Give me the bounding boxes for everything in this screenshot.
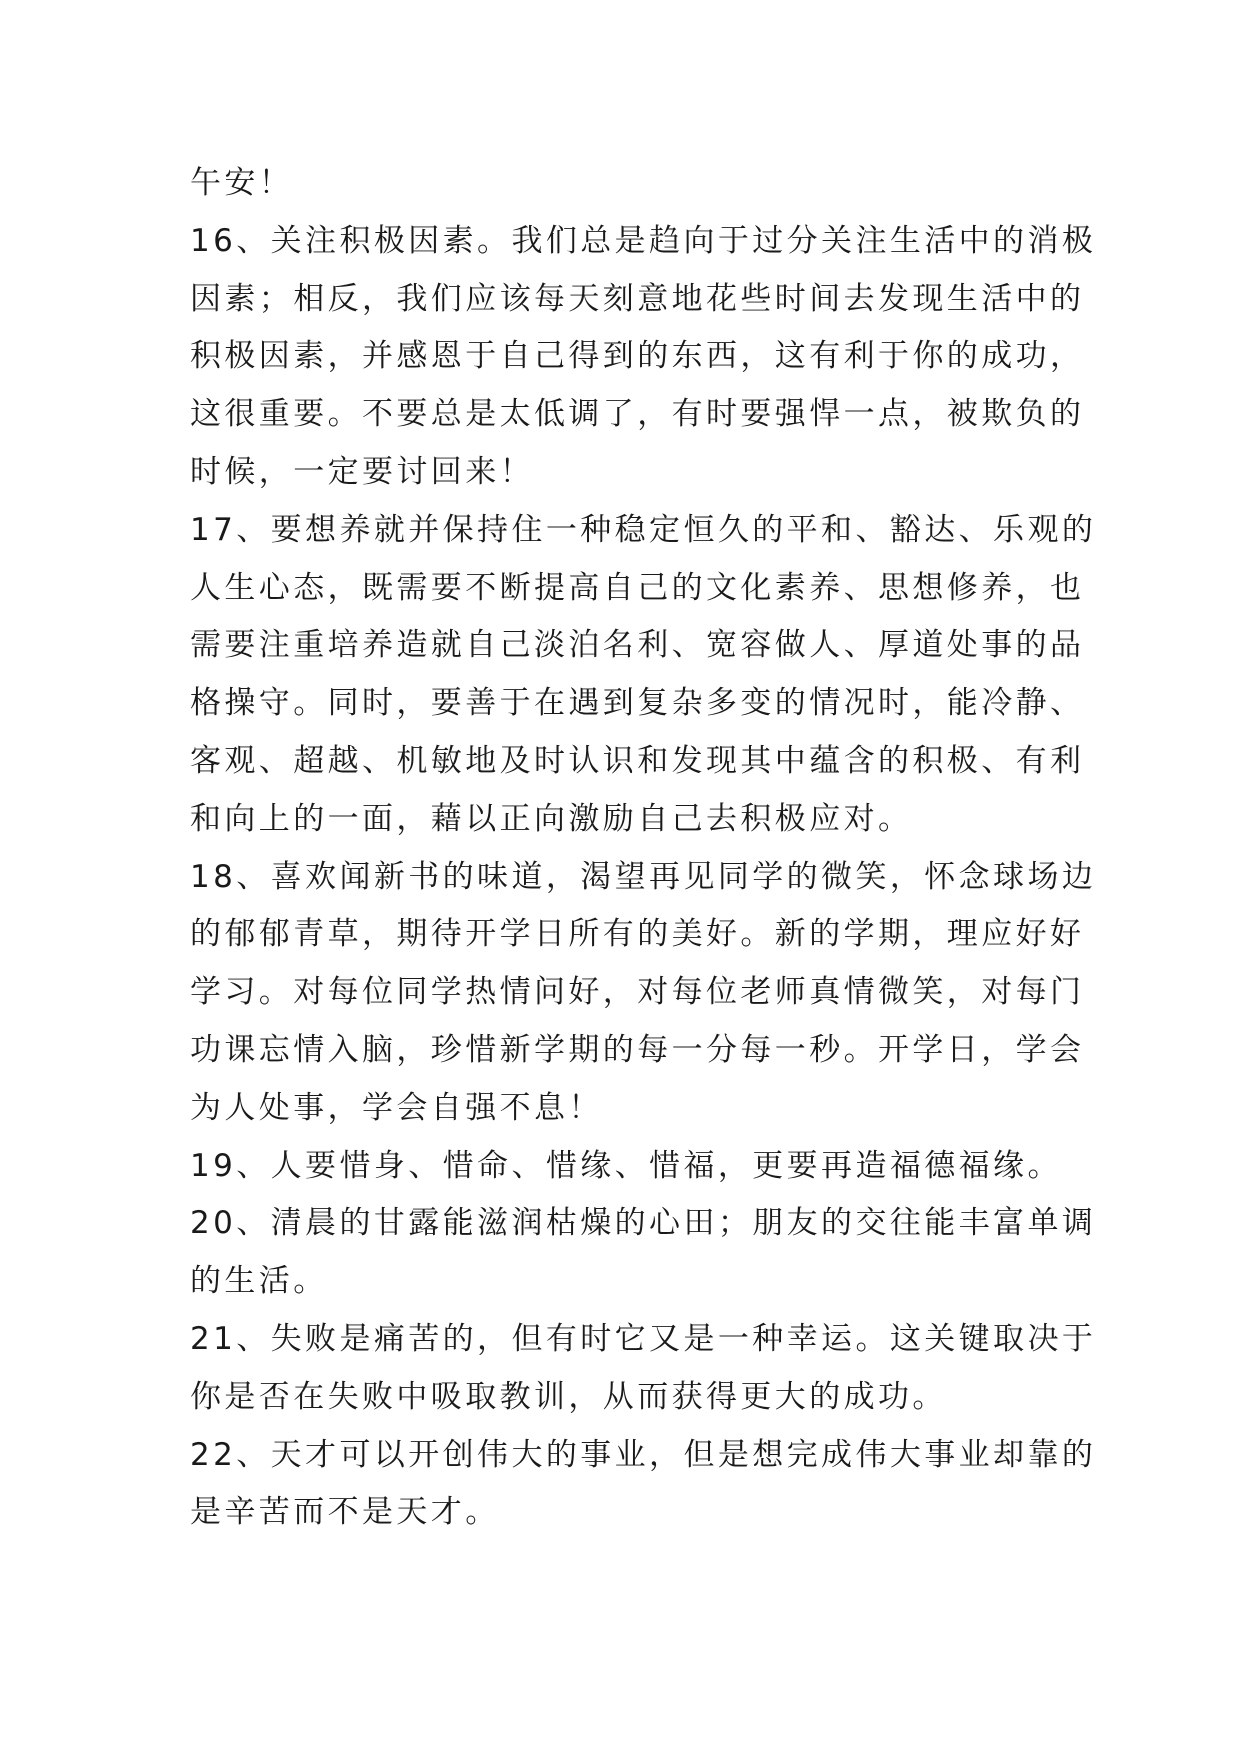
text-line: 的生活。 <box>190 1263 328 1300</box>
text-line: 21、失败是痛苦的，但有时它又是一种幸运。这关键取决于 <box>190 1320 1097 1357</box>
text-line: 的郁郁青草，期待开学日所有的美好。新的学期，理应好好 <box>190 916 1085 953</box>
text-line: 20、清晨的甘露能滋润枯燥的心田；朋友的交往能丰富单调 <box>190 1205 1097 1242</box>
text-line: 17、要想养就并保持住一种稳定恒久的平和、豁达、乐观的 <box>190 511 1097 548</box>
text-line: 为人处事，学会自强不息！ <box>190 1089 603 1126</box>
text-line: 你是否在失败中吸取教训，从而获得更大的成功。 <box>190 1378 947 1415</box>
text-line: 人生心态，既需要不断提高自己的文化素养、思想修养，也 <box>190 569 1085 606</box>
text-line: 22、天才可以开创伟大的事业，但是想完成伟大事业却靠的 <box>190 1436 1097 1473</box>
text-line: 午安！ <box>190 165 294 201</box>
text-line: 16、关注积极因素。我们总是趋向于过分关注生活中的消极 <box>190 222 1097 259</box>
text-line: 18、喜欢闻新书的味道，渴望再见同学的微笑，怀念球场边 <box>190 858 1097 895</box>
text-line: 和向上的一面，藉以正向激励自己去积极应对。 <box>190 800 913 837</box>
text-line: 是辛苦而不是天才。 <box>190 1494 500 1531</box>
text-line: 格操守。同时，要善于在遇到复杂多变的情况时，能冷静、 <box>190 685 1085 722</box>
text-line: 这很重要。不要总是太低调了，有时要强悍一点，被欺负的 <box>190 396 1085 433</box>
text-line: 19、人要惜身、惜命、惜缘、惜福，更要再造福德福缘。 <box>190 1147 1062 1184</box>
text-line: 功课忘情入脑，珍惜新学期的每一分每一秒。开学日，学会 <box>190 1031 1085 1068</box>
text-line: 积极因素，并感恩于自己得到的东西，这有利于你的成功， <box>190 338 1085 375</box>
text-line: 客观、超越、机敏地及时认识和发现其中蕴含的积极、有利 <box>190 742 1085 779</box>
text-line: 因素；相反，我们应该每天刻意地花些时间去发现生活中的 <box>190 280 1085 317</box>
text-line: 需要注重培养造就自己淡泊名利、宽容做人、厚道处事的品 <box>190 627 1085 664</box>
text-line: 时候，一定要讨回来！ <box>190 453 534 490</box>
document-body <box>190 155 1097 1542</box>
text-line: 学习。对每位同学热情问好，对每位老师真情微笑，对每门 <box>190 974 1085 1011</box>
